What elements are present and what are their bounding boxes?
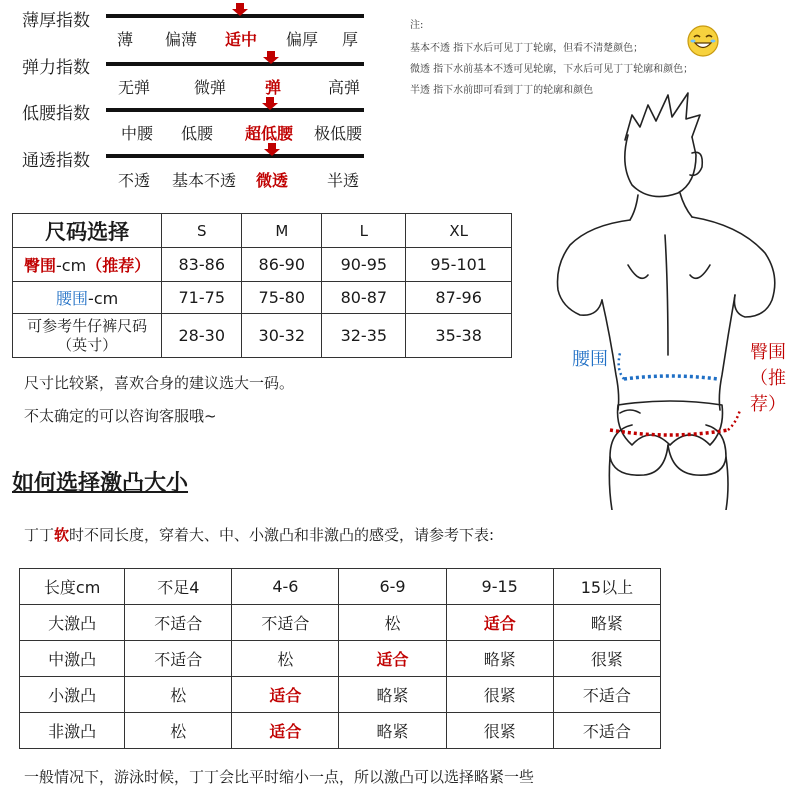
fit-table-row: [20, 713, 661, 749]
fit-footer-note: 一般情况下，游泳时候，丁丁会比平时缩小一点，所以激凸可以选择略紧一些: [24, 768, 535, 786]
fit-cell: 略紧: [339, 713, 446, 749]
fit-cell: 适合: [446, 605, 553, 641]
thickness-option: 薄: [116, 30, 134, 49]
thickness-option: 厚: [341, 30, 359, 49]
waist-measure-line: [624, 376, 718, 379]
size-table-row: [13, 282, 512, 314]
fit-cell: 很紧: [553, 641, 660, 677]
fit-cell: 不适合: [232, 605, 339, 641]
fit-table-header: [20, 569, 661, 605]
fit-row-label: 小激凸: [20, 677, 125, 713]
fit-cell: 松: [339, 605, 446, 641]
transparency-option: 基本不透: [171, 171, 237, 190]
waist-unit: -cm: [88, 289, 119, 308]
fit-header-cell: 9-15: [446, 569, 553, 605]
fit-header-cell: 4-6: [232, 569, 339, 605]
size-note: 尺寸比较紧，喜欢合身的建议选大一码。: [24, 374, 295, 392]
low-waist-option: 低腰: [180, 124, 214, 143]
low-waist-option-selected: 超低腰: [244, 124, 294, 143]
fit-header-cell: 不足4: [125, 569, 232, 605]
low-waist-marker-icon: [261, 97, 279, 111]
notes-title: 注:: [410, 20, 424, 31]
size-table-header: [13, 214, 512, 248]
jeans-size-label: 可参考牛仔裤尺码（英寸）: [13, 314, 162, 358]
elasticity-option: 高弹: [327, 78, 361, 97]
transparency-option: 不透: [117, 171, 151, 190]
size-table-title: 尺码选择: [13, 214, 162, 248]
thickness-option: 偏厚: [285, 30, 319, 49]
fit-cell: 适合: [339, 641, 446, 677]
fit-header-cell: 15以上: [553, 569, 660, 605]
size-table-row: [13, 314, 512, 358]
intro-highlight: 软: [54, 526, 70, 544]
waist-label: 腰围: [56, 289, 89, 308]
hip-label: 臀围: [24, 256, 57, 275]
size-cell: 87-96: [406, 282, 512, 314]
hip-measure-line: [610, 430, 728, 435]
size-cell: 83-86: [162, 248, 242, 282]
fit-header-cell: 长度cm: [20, 569, 125, 605]
intro-text: 丁丁: [24, 526, 55, 544]
fit-cell: 略紧: [553, 605, 660, 641]
thickness-marker-icon: [231, 3, 249, 17]
fit-row-label: 中激凸: [20, 641, 125, 677]
fit-cell: 适合: [232, 713, 339, 749]
low-waist-index-bar: [106, 108, 364, 112]
transparency-option: 半透: [326, 171, 360, 190]
hip-figure-label: 臀围（推荐）: [750, 342, 786, 415]
elasticity-option: 微弹: [193, 78, 227, 97]
fit-cell: 适合: [232, 677, 339, 713]
fit-table-row: [20, 677, 661, 713]
fit-section-title: 如何选择激凸大小: [12, 471, 189, 496]
elasticity-option-selected: 弹: [264, 78, 282, 97]
fit-header-cell: 6-9: [339, 569, 446, 605]
size-cell: 90-95: [322, 248, 406, 282]
thickness-option: 偏薄: [164, 30, 198, 49]
size-cell: 35-38: [406, 314, 512, 358]
body-measurement-figure: [540, 85, 795, 510]
thickness-index-label: 薄厚指数: [22, 11, 90, 31]
elasticity-index-label: 弹力指数: [22, 58, 90, 78]
size-cell: 28-30: [162, 314, 242, 358]
fit-cell: 略紧: [339, 677, 446, 713]
fit-cell: 很紧: [446, 677, 553, 713]
size-cell: 86-90: [242, 248, 322, 282]
fit-table: [19, 568, 661, 749]
fit-table-row: [20, 641, 661, 677]
size-header-cell: M: [242, 214, 322, 248]
size-note: 不太确定的可以咨询客服哦~: [24, 407, 217, 425]
elasticity-marker-icon: [262, 51, 280, 65]
fit-cell: 松: [232, 641, 339, 677]
fit-cell: 很紧: [446, 713, 553, 749]
size-cell: 30-32: [242, 314, 322, 358]
size-table: [12, 213, 512, 358]
fit-cell: 略紧: [446, 641, 553, 677]
low-waist-index-label: 低腰指数: [22, 104, 90, 124]
hip-recommended: （推荐）: [86, 256, 151, 275]
elasticity-option: 无弹: [117, 78, 151, 97]
fit-cell: 不适合: [125, 605, 232, 641]
note-line: 半透 指下水前即可看到丁丁的轮廓和颜色: [410, 85, 594, 96]
waist-figure-label: 腰围: [572, 349, 608, 370]
size-cell: 32-35: [322, 314, 406, 358]
fit-table-row: [20, 605, 661, 641]
fit-section-intro: [24, 524, 494, 545]
note-line: 基本不透 指下水后可见丁丁轮廓，但看不清楚颜色；: [410, 43, 644, 54]
transparency-index-bar: [106, 154, 364, 158]
fit-cell: 不适合: [553, 677, 660, 713]
elasticity-index-bar: [106, 62, 364, 66]
size-cell: 75-80: [242, 282, 322, 314]
thickness-option-selected: 适中: [224, 30, 258, 49]
fit-cell: 不适合: [125, 641, 232, 677]
size-cell: 80-87: [322, 282, 406, 314]
laughing-emoji-icon: [685, 24, 721, 58]
fit-row-label: 大激凸: [20, 605, 125, 641]
low-waist-option: 中腰: [120, 124, 154, 143]
transparency-marker-icon: [263, 143, 281, 157]
size-cell: 95-101: [406, 248, 512, 282]
fit-cell: 松: [125, 677, 232, 713]
transparency-option-selected: 微透: [255, 171, 289, 190]
fit-cell: 松: [125, 713, 232, 749]
transparency-index-label: 通透指数: [22, 151, 90, 171]
hip-unit: -cm: [56, 256, 87, 275]
low-waist-option: 极低腰: [313, 124, 363, 143]
note-line: 微透 指下水前基本不透可见轮廓，下水后可见丁丁轮廓和颜色；: [410, 64, 694, 75]
size-header-cell: XL: [406, 214, 512, 248]
waist-row-label: [13, 282, 162, 314]
fit-cell: 不适合: [553, 713, 660, 749]
fit-row-label: 非激凸: [20, 713, 125, 749]
hip-row-label: [13, 248, 162, 282]
size-table-row: [13, 248, 512, 282]
size-header-cell: L: [322, 214, 406, 248]
intro-text: 时不同长度，穿着大、中、小激凸和非激凸的感受，请参考下表:: [69, 526, 495, 544]
size-cell: 71-75: [162, 282, 242, 314]
size-header-cell: S: [162, 214, 242, 248]
